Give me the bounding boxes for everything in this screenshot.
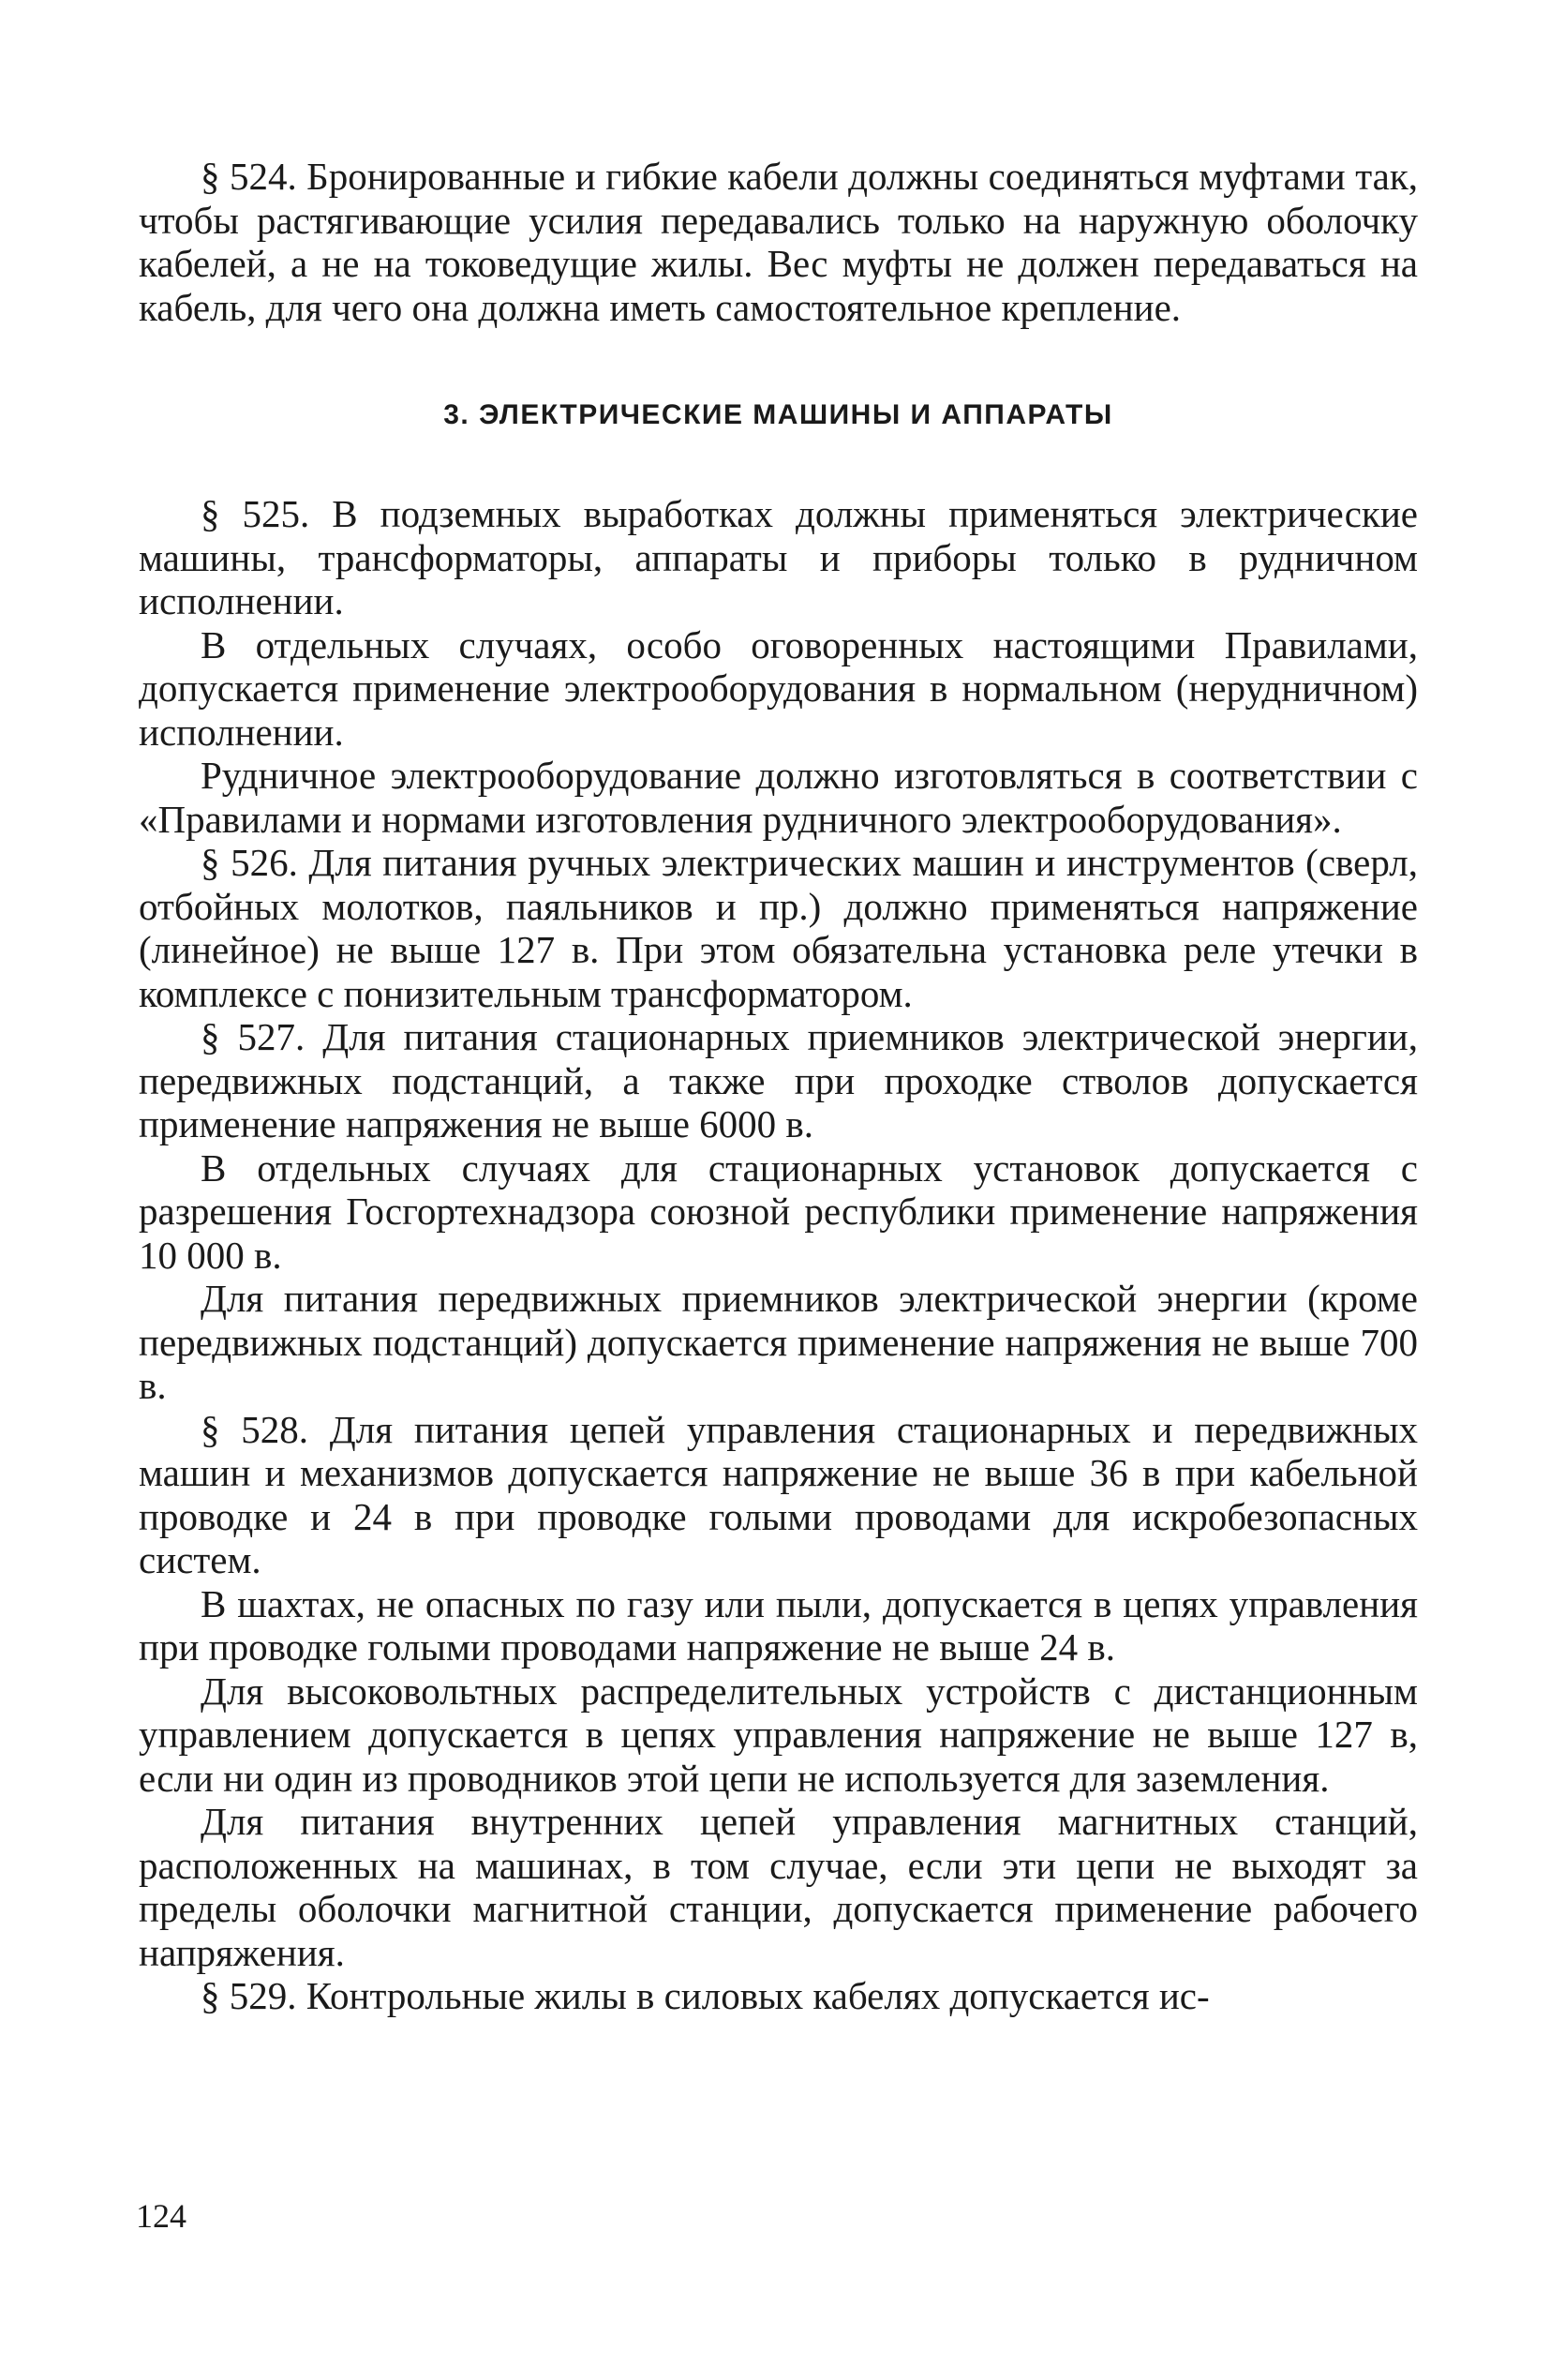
- page-body: [139, 155, 1418, 2018]
- paragraph-528: § 528. Для питания цепей управления стационарных и передвижных машин и механизмов допускается напряжение не выше 36 в при кабельной проводке и 24 в при проводке голыми проводами для искробезопасных систем.: [139, 1407, 1418, 1581]
- paragraph-525: § 525. В подземных выработках должны применяться электрические машины, трансформаторы, аппараты и приборы только в рудничном исполнении.: [139, 492, 1418, 622]
- paragraph-528-high-voltage: Для высоковольтных распределительных устройств с дистанционным управлением допускается в цепях управления напряжение не выше 127 в, если ни один из проводников этой цепи не используется для заземления.: [139, 1669, 1418, 1800]
- paragraph-525-mine-equipment: Рудничное электрооборудование должно изготовляться в соответствии с «Правилами и нормами изготовления рудничного электрооборудования».: [139, 754, 1418, 841]
- paragraph-524: § 524. Бронированные и гибкие кабели должны соединяться муфтами так, чтобы растягивающие усилия передавались только на наружную оболочку кабелей, а не на токоведущие жилы. Вес муфты не должен передаваться на кабель, для чего она должна иметь самостоятельное крепление.: [139, 155, 1418, 329]
- paragraph-527: § 527. Для питания стационарных приемников электрической энергии, передвижных подстанций, а также при проходке стволов допускается применение напряжения не выше 6000 в.: [139, 1015, 1418, 1145]
- paragraph-526: § 526. Для питания ручных электрических машин и инструментов (сверл, отбойных молотков, паяльников и пр.) должно применяться напряжение (линейное) не выше 127 в. При этом обязательна установка реле утечки в комплексе с понизительным трансформатором.: [139, 841, 1418, 1015]
- paragraph-528-magnetic-stations: Для питания внутренних цепей управления магнитных станций, расположенных на машинах, в том случае, если эти цепи не выходят за пределы оболочки магнитной станции, допускается применение рабочего напряжения.: [139, 1800, 1418, 1974]
- paragraph-528-non-hazardous: В шахтах, не опасных по газу или пыли, допускается в цепях управления при проводке голыми проводами напряжение не выше 24 в.: [139, 1581, 1418, 1669]
- paragraph-527-stationary: В отдельных случаях для стационарных установок допускается с разрешения Госгортехнадзора союзной республики применение напряжения 10 000 в.: [139, 1145, 1418, 1277]
- section-heading: 3. ЭЛЕКТРИЧЕСКИЕ МАШИНЫ И АППАРАТЫ: [443, 399, 1113, 430]
- page-number: 124: [136, 2197, 186, 2235]
- paragraph-529: § 529. Контрольные жилы в силовых кабелях допускается ис-: [201, 1974, 1210, 2017]
- paragraph-527-mobile: Для питания передвижных приемников электрической энергии (кроме передвижных подстанций) допускается применение напряжения не выше 700 в.: [139, 1277, 1418, 1407]
- paragraph-525-special-cases: В отдельных случаях, особо оговоренных настоящими Правилами, допускается применение электрооборудования в нормальном (нерудничном) исполнении.: [139, 622, 1418, 754]
